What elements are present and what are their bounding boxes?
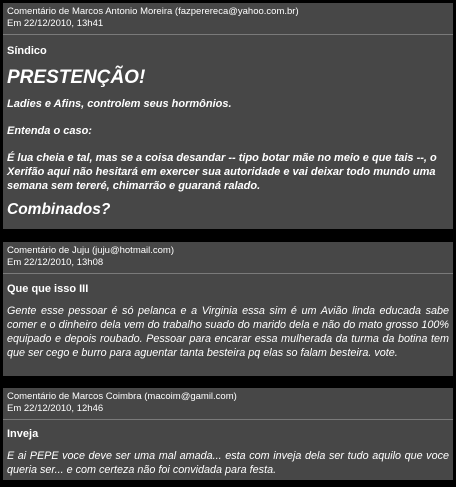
comment-date: Em 22/12/2010, 13h41 bbox=[7, 18, 104, 29]
comment-author: Comentário de Marcos Antonio Moreira (fazperereca@yahoo.com.br) bbox=[7, 6, 299, 17]
comment-subject: Síndico bbox=[7, 45, 47, 57]
comment-card bbox=[3, 242, 453, 376]
comment-header bbox=[3, 3, 453, 35]
comment-content bbox=[3, 44, 453, 220]
comment-body: Gente esse pessoar é só pelanca e a Virginia essa sim é um Avião linda educada sabe comer e o dinheiro dela vem do trabalho suado do marido dela e não do mato grosso 100% equipado e depois roubado. Pessoar para encarar essa mulherada da turma da botina tem que ser cego e burro para aguentar tanta besteira pq elas so falam besteira. vote. bbox=[7, 305, 449, 359]
comment-paragraph: É lua cheia e tal, mas se a coisa desandar -- tipo botar mãe no meio e que tais --, o Xerifão aqui não hesitará em exercer sua autoridade e vai deixar todo mundo uma semana sem tereré, chimarrão e guaraná ralado. bbox=[7, 152, 437, 192]
comment-header bbox=[3, 388, 453, 420]
comment-body: E ai PEPE voce deve ser uma mal amada... esta com inveja dela ser tudo aquilo que voce queria ser... e com certeza não foi convidada para festa. bbox=[7, 450, 449, 476]
comment-header bbox=[3, 242, 453, 274]
comment-date: Em 22/12/2010, 13h08 bbox=[7, 257, 104, 268]
comment-subject: Inveja bbox=[7, 428, 39, 440]
comment-content bbox=[3, 427, 453, 477]
comment-card bbox=[3, 3, 453, 229]
comment-paragraph: Ladies e Afins, controlem seus hormônios. bbox=[7, 98, 232, 110]
comment-author: Comentário de Marcos Coimbra (macoim@gamil.com) bbox=[7, 391, 237, 402]
comment-date: Em 22/12/2010, 12h46 bbox=[7, 403, 104, 414]
comment-card bbox=[3, 388, 453, 480]
comment-closing: Combinados? bbox=[7, 201, 111, 218]
comment-subject: Que que isso III bbox=[7, 283, 89, 295]
comment-heading: PRESTENÇÃO! bbox=[7, 67, 146, 88]
comment-author: Comentário de Juju (juju@hotmail.com) bbox=[7, 245, 174, 256]
comment-content bbox=[3, 282, 453, 360]
comment-paragraph: Entenda o caso: bbox=[7, 125, 92, 137]
